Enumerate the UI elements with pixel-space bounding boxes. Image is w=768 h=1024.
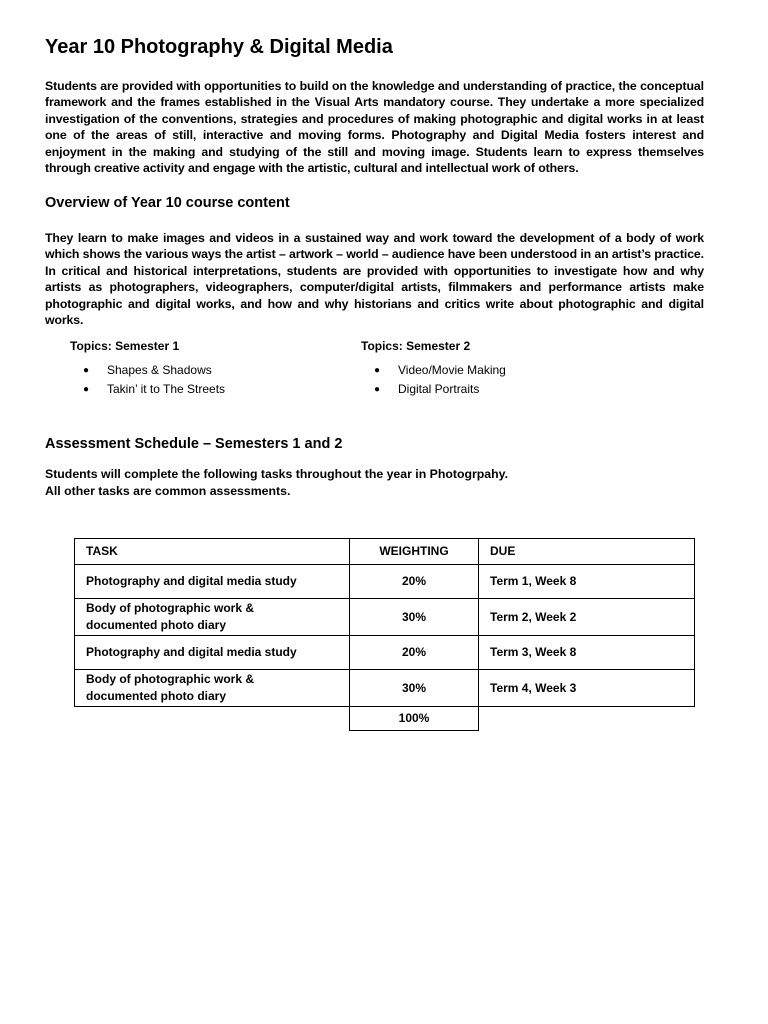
weighting-cell: 30% [350, 599, 479, 636]
table-row [75, 670, 695, 707]
table-row [75, 636, 695, 670]
task-line-1: Body of photographic work & [86, 672, 254, 686]
column-header-task: TASK [75, 539, 350, 565]
bullet-icon: ● [374, 384, 381, 395]
topics-semester-2-list [361, 361, 506, 399]
weighting-cell: 30% [350, 670, 479, 707]
due-cell: Term 3, Week 8 [479, 636, 695, 670]
weighting-cell: 20% [350, 636, 479, 670]
task-line-2: documented photo diary [86, 689, 227, 703]
task-line-1: Body of photographic work & [86, 601, 254, 615]
intro-paragraph: Students are provided with opportunities to build on the knowledge and understanding of practice, the conceptual framework and the frames established in the Visual Arts mandatory course. They undertake a more specialized investigation of the conventions, strategies and procedures of making photographic and digital works in at least one of the areas of still, interactive and moving forms. Photography and Digital Media fosters interest and enjoyment in the making and studying of the still and moving image. Students learn to express themselves through creative activity and engage with the artistic, cultural and intellectual work of others. [45, 79, 704, 176]
table-total-row [75, 707, 695, 731]
weighting-cell: 20% [350, 565, 479, 599]
due-cell: Term 2, Week 2 [479, 599, 695, 636]
task-cell: Photography and digital media study [75, 636, 350, 670]
task-cell [75, 670, 350, 707]
task-cell: Photography and digital media study [75, 565, 350, 599]
table-row [75, 599, 695, 636]
topics-semester-2-heading: Topics: Semester 2 [361, 339, 471, 353]
bullet-icon: ● [374, 365, 381, 376]
assessment-note [45, 466, 508, 500]
table-row [75, 565, 695, 599]
topics-semester-1 [70, 339, 225, 399]
column-header-due: DUE [479, 539, 695, 565]
list-item: ● Takin’ it to The Streets [70, 380, 225, 399]
assessment-table [74, 538, 695, 731]
topics-semester-2 [361, 339, 506, 399]
task-line-2: documented photo diary [86, 618, 227, 632]
topics-semester-1-list [70, 361, 225, 399]
list-item: ● Digital Portraits [361, 380, 506, 399]
page-title: Year 10 Photography & Digital Media [45, 36, 393, 58]
list-item: ● Shapes & Shadows [70, 361, 225, 380]
due-cell: Term 1, Week 8 [479, 565, 695, 599]
bullet-icon: ● [83, 384, 90, 395]
list-item: ● Video/Movie Making [361, 361, 506, 380]
bullet-icon: ● [83, 365, 90, 376]
column-header-weighting: WEIGHTING [350, 539, 479, 565]
assessment-note-line-2: All other tasks are common assessments. [45, 484, 291, 498]
total-weighting-cell: 100% [350, 707, 479, 731]
assessment-note-line-1: Students will complete the following tasks throughout the year in Photogrpahy. [45, 467, 508, 481]
topics-semester-1-heading: Topics: Semester 1 [70, 339, 180, 353]
table-header-row [75, 539, 695, 565]
due-cell: Term 4, Week 3 [479, 670, 695, 707]
overview-heading: Overview of Year 10 course content [45, 195, 290, 211]
overview-paragraph: They learn to make images and videos in a sustained way and work toward the development of a body of work which shows the various ways the artist – artwork – world – audience have been understood in an artist’s practice. In critical and historical interpretations, students are provided with opportunities to investigate how and why artists as photographers, videographers, computer/digital artists, filmmakers and performance artists make photographic and digital works, and how and why historians and critics write about photographic and digital works. [45, 231, 704, 328]
task-cell [75, 599, 350, 636]
assessment-heading: Assessment Schedule – Semesters 1 and 2 [45, 436, 343, 452]
